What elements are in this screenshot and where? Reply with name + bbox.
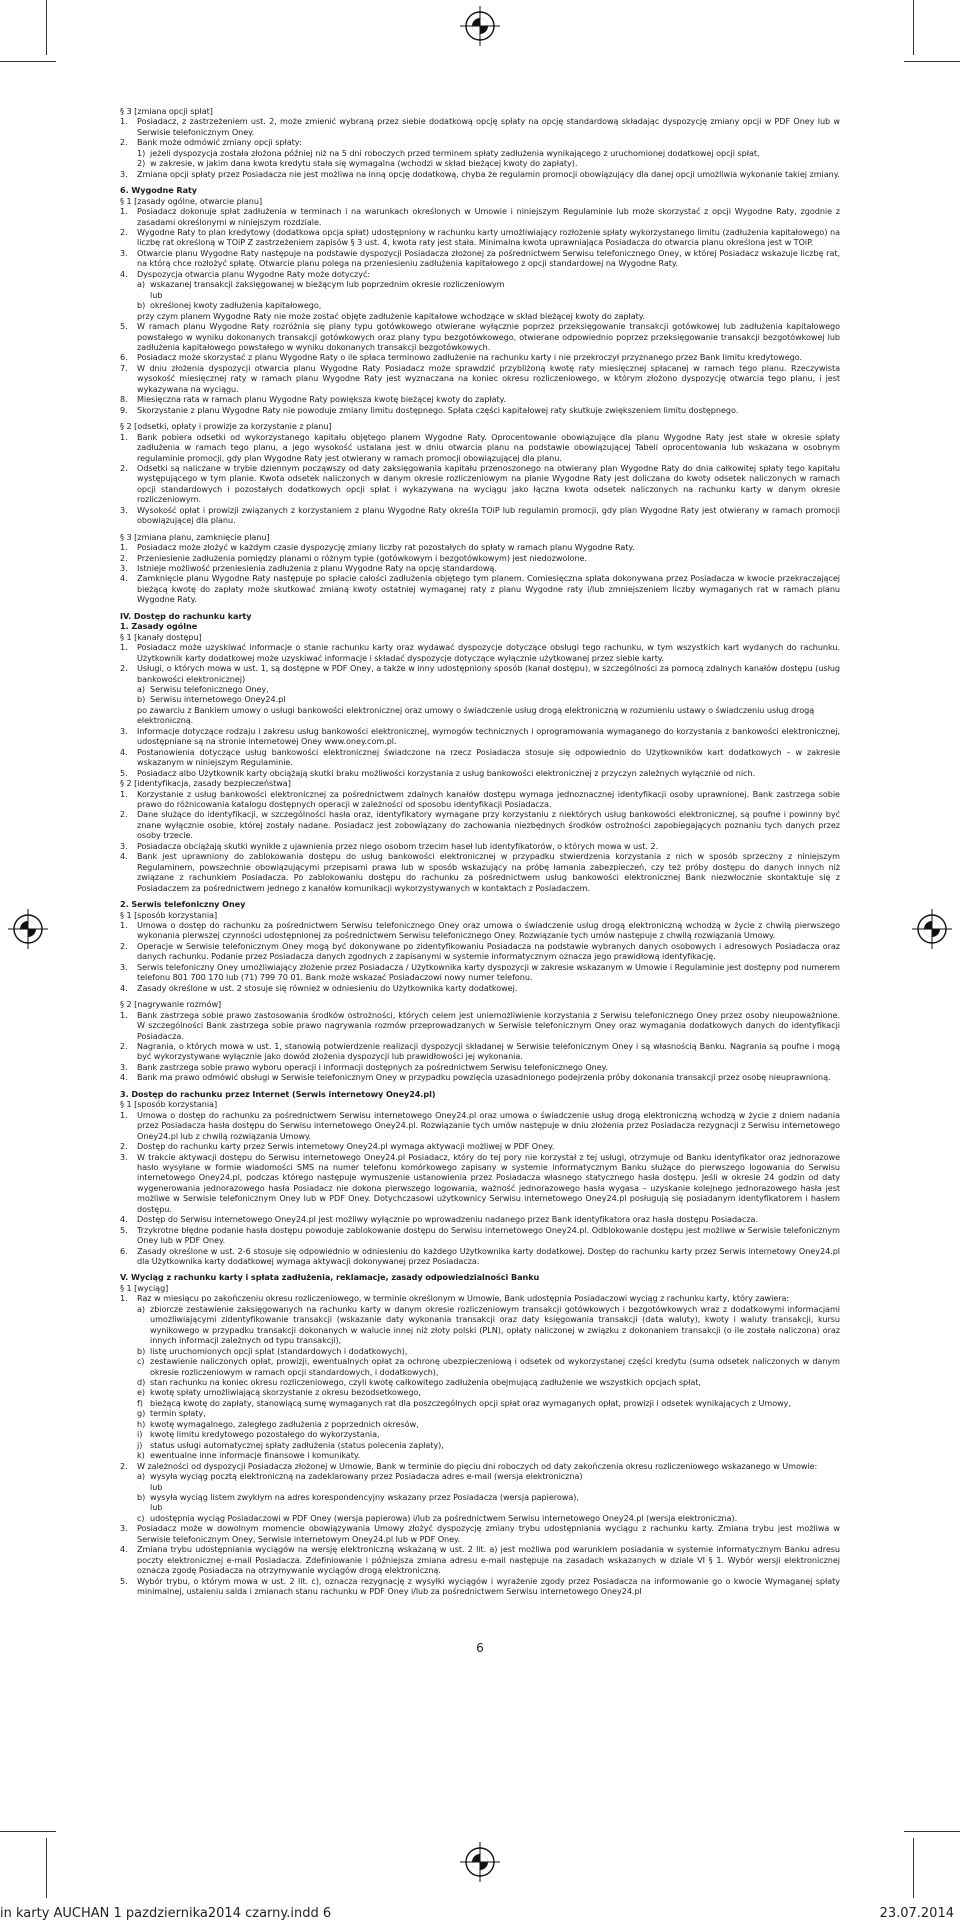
numbered-paragraph <box>120 1225 840 1246</box>
numbered-paragraph <box>120 505 840 526</box>
item-number: 3. <box>120 961 128 972</box>
section-heading: 6. Wygodne Raty <box>120 185 198 196</box>
item-number: 2. <box>120 1141 128 1152</box>
section-heading: V. Wyciąg z rachunku karty i spłata zadłużenia, reklamacje, zasady odpowiedzialności Banku <box>120 1272 540 1283</box>
sub-item <box>120 1408 840 1418</box>
numbered-paragraph <box>120 405 840 415</box>
item-number: 4. <box>120 268 128 279</box>
numbered-paragraph <box>120 1110 840 1141</box>
item-text: Usługi, o których mowa w ust. 1, są dostępne w PDF Oney, a także w inny udostępniony sposób (kanał dostępu), w szczególności za pomocą zdalnych kanałów dostępu (usług bankowości elektronicznej) <box>137 663 840 684</box>
item-text: Bank zastrzega sobie prawo zastosowania środków ostrożności, których celem jest uniemożliwienie korzystania z Serwisu telefonicznego Oney przez osoby nieupoważnione. W szczególności Bank zastrzega sobie prawo nagrywania rozmów przeprowadzanych w Serwisie telefonicznym Oney oraz wymagania dodatkowych danych do identyfikacji Posiadacza. <box>137 1009 840 1041</box>
paragraph-label: § 1 [kanały dostępu] <box>120 631 202 642</box>
sub-item <box>120 1304 840 1346</box>
numbered-paragraph <box>120 841 840 851</box>
item-text: Wybór trybu, o którym mowa w ust. 2 lit. c), oznacza rezygnację z wysyłki wyciągów i wyrażenie zgody przez Posiadacza na informowanie go o kwocie Wymaganej spłaty minimalnej, ustaleniu salda i zmianach stanu rachunku w PDF Oney i/lub za pośrednictwem Serwisu internetowego Oney24.pl <box>137 1575 840 1597</box>
item-text: wskazanej transakcji zaksięgowanej w bieżącym lub poprzednim okresie rozliczeniowym <box>150 279 505 290</box>
item-number: a) <box>137 1303 146 1314</box>
item-text: Bank pobiera odsetki od wykorzystanego kapitału objętego planem Wygodne Raty. Oprocentowanie obowiązujące dla planu Wygodne Raty jest stałe w okresie spłaty zadłużenia w ramach tego planu, a jego wysokość ustalana jest w dniu otwarcia planu na podstawie obowiązującej Tabeli oprocentowania lub wskazana w osobnym regulaminie promocji, gdy plan Wygodne Raty jest otwierany w ramach promocji obowiązującej dla planu. <box>137 431 840 463</box>
numbered-paragraph <box>120 1576 840 1597</box>
numbered-paragraph <box>120 1293 840 1303</box>
item-text: wysyła wyciąg listem zwykłym na adres korespondencyjny wskazany przez Posiadacza (wersja papierowa), <box>150 1492 579 1502</box>
continuation-text: lub <box>150 1481 163 1492</box>
numbered-paragraph <box>120 1523 840 1544</box>
item-text: termin spłaty, <box>150 1408 206 1419</box>
registration-mark-icon <box>460 1842 500 1882</box>
item-text: wysyła wyciąg pocztą elektroniczną na zadeklarowany przez Posiadacza adres e-mail (wersja elektroniczna) <box>150 1471 583 1482</box>
item-number: 3. <box>120 168 128 179</box>
crop-mark <box>0 1831 56 1832</box>
numbered-paragraph <box>120 206 840 227</box>
numbered-paragraph <box>120 542 840 552</box>
item-number: 2. <box>120 663 128 674</box>
item-text: Miesięczna rata w ramach planu Wygodne Raty powiększa kwotę bieżącej kwoty do zapłaty. <box>137 394 506 405</box>
item-number: 4. <box>120 1214 128 1225</box>
sub-item <box>120 1398 840 1408</box>
numbered-paragraph <box>120 463 840 505</box>
item-number: 8. <box>120 394 128 405</box>
item-text: kwotę spłaty umożliwiającą skorzystanie z okresu bezodsetkowego, <box>150 1387 421 1398</box>
crop-mark <box>46 1838 47 1898</box>
numbered-paragraph <box>120 920 840 941</box>
item-number: 5. <box>120 1575 128 1586</box>
item-number: 7. <box>120 362 128 373</box>
numbered-paragraph <box>120 1246 840 1267</box>
crop-mark <box>904 1831 960 1832</box>
item-number: f) <box>137 1397 143 1408</box>
item-text: listę uruchomionych opcji spłat (standardowych i dodatkowych), <box>150 1345 408 1356</box>
numbered-paragraph <box>120 116 840 137</box>
numbered-paragraph <box>120 1544 840 1575</box>
item-number: b) <box>137 1492 146 1502</box>
subsection-heading: 2. Serwis telefoniczny Oney <box>120 899 246 910</box>
item-text: Posiadacz może w dowolnym momencie obowiązywania Umowy złożyć dyspozycję zmiany trybu udostępniania wyciągu z rachunku karty. Zmiana trybu jest możliwa w Serwisie telefonicznym Oney, Serwisie internetowym Oney24.pl lub w PDF Oney. <box>137 1523 840 1544</box>
sub-item <box>120 279 840 289</box>
item-text: Serwisu internetowego Oney24.pl <box>150 694 286 705</box>
item-text: Otwarcie planu Wygodne Raty następuje na podstawie dyspozycji Posiadacza złożonej za pośrednictwem Serwisu telefonicznego Oney, w której Posiadacz wskazuje liczbę rat, na którą chce rozłożyć spłatę. Otwarcie planu polega na przeniesieniu zadłużenia kapitałowego z opcji standardowej na Wygodne Raty. <box>137 247 840 269</box>
numbered-paragraph <box>120 941 840 962</box>
item-number: 2. <box>120 462 128 473</box>
item-text: Umowa o dostęp do rachunku za pośrednictwem Serwisu telefonicznego Oney oraz umowa o świadczenie usług drogą elektroniczną wchodzą w życie z chwilą pierwszego wykonania pierwszej czynności udostępnionej za pośrednictwem Serwisu telefonicznego Oney. Rozwiązanie tych umów następuje z chwilą rozwiązania Umowy. <box>137 919 840 941</box>
item-text: Posiadacz albo Użytkownik karty obciążają skutki braku możliwości korzystania z usług bankowości elektronicznej z przyczyn zależnych wyłącznie od nich. <box>137 767 756 778</box>
paragraph-label: § 2 [nagrywanie rozmów] <box>120 999 222 1010</box>
item-number: 3. <box>120 504 128 515</box>
subsection-heading: 1. Zasady ogólne <box>120 621 198 632</box>
item-text: Posiadacz może uzyskiwać informacje o stanie rachunku karty oraz wydawać dyspozycje dotyczące obsługi tego rachunku, w tym wszystkich kart wydanych do rachunku. Użytkownik karty dodatkowej może uzyskiwać informacje i składać dyspozycje dotyczące wyłącznie użytkowanej przez siebie karty. <box>137 642 840 663</box>
item-number: j) <box>137 1439 143 1450</box>
numbered-paragraph <box>120 137 840 147</box>
paragraph-label: § 3 [zmiana opcji spłat] <box>120 106 213 116</box>
sub-item <box>120 1419 840 1429</box>
item-text: W ramach planu Wygodne Raty rozróżnia się plany typu gotówkowego otwierane wyłącznie poprzez przeksięgowanie transakcji gotówkowej lub zadłużenia kapitałowego powstałego w wyniku dokonanych transakcji gotówkowych oraz plany typu bezgotówkowego, otwierane odpowiednio poprzez przeksięgowanie transakcji bezgotówkowej lub zadłużenia kapitałowego powstałego w wyniku dokonanych transakcji bezgotówkowych. <box>137 321 840 352</box>
item-number: 3. <box>120 725 128 736</box>
sub-item <box>120 684 840 694</box>
crop-mark <box>46 0 47 55</box>
item-text: status usługi automatycznej spłaty zadłużenia (status polecenia zapłaty), <box>150 1439 444 1450</box>
item-number: c) <box>137 1356 145 1367</box>
item-number: 4. <box>120 573 128 584</box>
item-number: 5. <box>120 1224 128 1235</box>
numbered-paragraph <box>120 983 840 993</box>
numbered-paragraph <box>120 1062 840 1072</box>
item-number: 1. <box>120 1009 128 1020</box>
item-number: b) <box>137 300 146 311</box>
item-number: 1. <box>120 919 128 930</box>
item-number: 3. <box>120 1061 128 1072</box>
registration-mark-icon <box>8 909 48 949</box>
item-number: 1. <box>120 1109 128 1120</box>
numbered-paragraph <box>120 321 840 352</box>
item-number: 3. <box>120 840 128 851</box>
item-number: 6. <box>120 1245 128 1256</box>
item-text: stan rachunku na koniec okresu rozliczeniowego, czyli kwotę całkowitego zadłużenia obejmującą zadłużenie we wszystkich opcjach spłat, <box>150 1377 701 1388</box>
item-number: 1) <box>137 147 146 158</box>
item-text: Wysokość opłat i prowizji związanych z korzystaniem z planu Wygodne Raty określa TOiP lub regulamin promocji, gdy plan Wygodne Raty jest otwierany w ramach promocji obowiązującej dla planu. <box>137 504 840 526</box>
continuation-text: lub <box>150 289 163 300</box>
sub-item <box>120 1492 840 1502</box>
item-text: Posiadacz może złożyć w każdym czasie dyspozycję zmiany liczby rat pozostałych do spłaty w ramach planu Wygodne Raty. <box>137 542 635 553</box>
item-number: a) <box>137 684 146 695</box>
item-number: 1. <box>120 642 128 653</box>
sub-item <box>120 300 840 310</box>
item-number: 1. <box>120 116 128 127</box>
item-number: 4. <box>120 1544 128 1555</box>
item-text: Nagrania, o których mowa w ust. 1, stanowią potwierdzenie realizacji dyspozycji składanej w Serwisie telefonicznym Oney i są własnością Banku. Nagrania są poufne i mogą być wykorzystywane wyłącznie jako dowód złożenia dyspozycji lub prawidłowości jej wykonania. <box>137 1040 840 1062</box>
item-number: i) <box>137 1429 143 1440</box>
item-number: 5. <box>120 321 128 332</box>
item-text: Postanowienia dotyczące usług bankowości elektronicznej świadczone na rzecz Posiadacza stosuje się odpowiednio do Użytkowników kart dodatkowych – w zakresie wskazanym w niniejszym Regulaminie. <box>137 746 840 768</box>
item-number: 9. <box>120 404 128 415</box>
sub-item <box>120 148 840 158</box>
sub-item <box>120 158 840 168</box>
item-number: 2. <box>120 137 128 148</box>
numbered-paragraph <box>120 269 840 279</box>
item-number: 6. <box>120 352 128 363</box>
item-text: udostępnia wyciąg Posiadaczowi w PDF Oney (wersja papierowa) i/lub za pośrednictwem Serwisu internetowego Oney24.pl (wersja elektroniczna). <box>150 1512 738 1523</box>
item-number: c) <box>137 1512 145 1523</box>
item-number: 2. <box>120 552 128 563</box>
item-text: ewentualne inne informacje finansowe i komunikaty. <box>150 1450 361 1461</box>
item-number: 5. <box>120 767 128 778</box>
item-text: Posiadacza obciążają skutki wynikłe z ujawnienia przez niego osobom trzecim haseł lub identyfikatorów, o których mowa w ust. 2. <box>137 840 659 851</box>
item-text: Istnieje możliwość przeniesienia zadłużenia z planu Wygodne Raty na opcję standardową. <box>137 563 497 574</box>
item-text: Posiadacz, z zastrzeżeniem ust. 2, może zmienić wybraną przez siebie dodatkową opcję spłaty na opcję standardową składając dyspozycję zmiany opcji w PDF Oney lub w Serwisie telefonicznym Oney. <box>137 116 840 137</box>
numbered-paragraph <box>120 642 840 663</box>
item-number: 1. <box>120 431 128 442</box>
item-number: 4. <box>120 982 128 993</box>
item-text: Przeniesienie zadłużenia pomiędzy planami o różnym typie (gotówkowym i bezgotówkowym) jest niedozwolone. <box>137 552 587 563</box>
print-slug-date: 23.07.2014 <box>879 1906 954 1921</box>
item-text: bieżącą kwotę do zapłaty, stanowiącą sumę wymaganych rat dla poszczególnych opcji spłat oraz wymaganych opłat, prowizji i odsetek wynikających z Umowy, <box>150 1397 791 1408</box>
item-number: 3. <box>120 563 128 574</box>
numbered-paragraph <box>120 432 840 463</box>
numbered-paragraph <box>120 227 840 248</box>
numbered-paragraph <box>120 352 840 362</box>
item-text: W zależności od dyspozycji Posiadacza złożonej w Umowie, Bank w terminie do pięciu dni roboczych od daty zakończenia okresu rozliczeniowego wskazanego w Umowie: <box>137 1460 818 1471</box>
sub-item <box>120 1440 840 1450</box>
item-number: b) <box>137 1345 146 1356</box>
paragraph-label: § 2 [identyfikacja, zasady bezpieczeństwa] <box>120 778 291 789</box>
item-number: 2. <box>120 1040 128 1051</box>
item-number: 1. <box>120 788 128 799</box>
paragraph-label: § 1 [sposób korzystania] <box>120 1099 218 1110</box>
registration-mark-icon <box>460 6 500 46</box>
subsection-heading: 3. Dostęp do rachunku przez Internet (Serwis internetowy Oney24.pl) <box>120 1088 436 1099</box>
item-text: Wygodne Raty to plan kredytowy (dodatkowa opcja spłat) udostępniony w rachunku karty umożliwiający rozłożenie spłaty wykorzystanego limitu (zadłużenia kapitałowego) na liczbę rat określoną w TOiP Z zastrzeżeniem zapisów § 3 ust. 4, kwota raty jest stała. Minimalna kwota uprawniająca Posiadacza do otwarcia planu określona jest w TOiP. <box>137 226 840 248</box>
item-text: kwotę limitu kredytowego pozostałego do wykorzystania, <box>150 1429 380 1440</box>
numbered-paragraph <box>120 1214 840 1224</box>
numbered-paragraph <box>120 663 840 684</box>
item-text: Dane służące do identyfikacji, w szczególności hasła oraz, identyfikatory wymagane przy korzystaniu z niektórych usług bankowości elektronicznej, są poufne i powinny być znane wyłącznie osobie, której zostały nadane. Posiadacz jest zobowiązany do zachowania niezbędnych środków ostrożności zapobiegających poznaniu tych danych przez osoby trzecie. <box>137 809 840 841</box>
sub-item <box>120 1450 840 1460</box>
item-number: 1. <box>120 206 128 217</box>
item-text: Operacje w Serwisie telefonicznym Oney mogą być dokonywane po zidentyfikowaniu Posiadacza na podstawie wybranych danych osobowych i adresowych Posiadacza oraz danych rachunku. Podanie przez Posiadacza danych zgodnych z zapisanymi w systemie informatycznym oznacza jego prawidłową identyfikację. <box>137 940 840 962</box>
crop-mark <box>904 61 960 62</box>
print-slug-filename: in karty AUCHAN 1 pazdziernika2014 czarny.indd 6 <box>0 1906 332 1921</box>
item-text: Trzykrotne błędne podanie hasła dostępu powoduje zablokowanie dostępu do Serwisu internetowego Oney24.pl. Odblokowanie dostępu jest możliwe w Serwisie telefonicznym Oney lub w PDF Oney. <box>137 1224 840 1246</box>
item-text: Bank ma prawo odmówić obsługi w Serwisie telefonicznym Oney w przypadku powzięcia uzasadnionego podejrzenia próby dokonania transakcji przez osobę nieuprawnioną. <box>137 1072 831 1083</box>
item-text: Serwis telefoniczny Oney umożliwiający złożenie przez Posiadacza / Użytkownika karty dyspozycji w zakresie wskazanym w Umowie i Regulaminie jest dostępny pod numerem telefonu 801 700 170 lub (71) 799 70 01. Bank może wskazać Posiadaczowi nowy numer telefonu. <box>137 961 840 983</box>
sub-item <box>120 1346 840 1356</box>
sub-item <box>120 1471 840 1481</box>
item-text: Informacje dotyczące rodzaju i zakresu usług bankowości elektronicznej, wymogów technicznych i oprogramowania wymaganego do korzystania z bankowości elektronicznej, udostępniane są na stronie internetowej Oney www.oney.com.pl. <box>137 725 840 747</box>
sub-item <box>120 1387 840 1397</box>
paragraph-label: § 1 [zasady ogólne, otwarcie planu] <box>120 195 263 206</box>
item-number: g) <box>137 1408 146 1419</box>
numbered-paragraph <box>120 726 840 747</box>
item-number: 2. <box>120 940 128 951</box>
item-text: Bank jest uprawniony do zablokowania dostępu do usług bankowości elektronicznej w przypadku stwierdzenia korzystania z nich w sposób sprzeczny z niniejszym Regulaminem, powszechnie obowiązującymi przepisami prawa lub w sposób wskazujący na próbę łamania zabezpieczeń, czy też próby dostępu do danych innych niż związane z rachunkiem Posiadacza. Po zablokowaniu dostępu do rachunku za pośrednictwem usług bankowości elektronicznej Bank niezwłocznie skontaktuje się z Posiadaczem za pośrednictwem jednego z kanałów komunikacji wykorzystywanych w kontaktach z Posiadaczem. <box>137 851 840 893</box>
item-text: Dostęp do Serwisu internetowego Oney24.pl jest możliwy wyłącznie po wprowadzeniu nadanego przez Bank identyfikatora oraz hasła dostępu Posiadacza. <box>137 1214 758 1225</box>
numbered-paragraph <box>120 553 840 563</box>
item-number: 1. <box>120 1293 128 1304</box>
sub-item <box>120 1429 840 1439</box>
item-text: określonej kwoty zadłużenia kapitałowego, <box>150 300 322 311</box>
item-text: Posiadacz dokonuje spłat zadłużenia w terminach i na warunkach określonych w Umowie i niniejszym Regulaminie lub może skorzystać z opcji Wygodne Raty, zgodnie z zasadami określonymi w niniejszym rozdziale. <box>137 206 840 227</box>
numbered-paragraph <box>120 563 840 573</box>
item-number: 2. <box>120 226 128 237</box>
sub-item <box>120 1513 840 1523</box>
item-text: Serwisu telefonicznego Oney, <box>150 684 269 695</box>
item-text: W trakcie aktywacji dostępu do Serwisu internetowego Oney24.pl Posiadacz, który do tej pory nie korzystał z tej usługi, otrzymuje od Banku identyfikator oraz jednorazowe hasło wysyłane w formie wiadomości SMS na numer telefonu komórkowego zapisany w systemie informatycznym Banku służące do pierwszego logowania do Serwisu internetowego Oney24.pl, podczas którego następuje wymuszenie ustanowienia przez Posiadacza własnego statycznego hasła dostępu. Jeśli w okresie 24 godzin od daty wygenerowania jednorazowego hasła Posiadacz nie dokona pierwszego logowania, ważność jednorazowego hasła wygasa – uzyskanie kolejnego jednorazowego hasła jest możliwe w Serwisie telefonicznym Oney lub w PDF Oney. Dotychczasowi użytkownicy Serwisu internetowego Oney24.pl posługują się posiadanym identyfikatorem i hasłem dostępu. <box>137 1151 840 1214</box>
crop-mark <box>913 0 914 55</box>
item-number: 3. <box>120 1523 128 1534</box>
item-number: 4. <box>120 851 128 862</box>
item-number: 2. <box>120 809 128 820</box>
item-text: w zakresie, w jakim dana kwota kredytu stała się wymagalna (wchodzi w skład bieżącej kwoty do zapłaty). <box>150 158 578 169</box>
numbered-paragraph <box>120 747 840 768</box>
numbered-paragraph <box>120 768 840 778</box>
item-text: Zmiana trybu udostępniania wyciągów na wersję elektroniczną wskazaną w ust. 2 lit. a) jest możliwa pod warunkiem posiadania w systemie informatycznym Banku adresu poczty elektronicznej e-mail Posiadacza. Zdefiniowanie i późniejsza zmiana adresu e-mail następuje na zasadach wskazanych w dziale VI § 1. Wybór wersji elektronicznej oznacza zgodę Posiadacza na otrzymywanie wyciągów drogą elektroniczną. <box>137 1544 840 1576</box>
item-text: Zamknięcie planu Wygodne Raty następuje po spłacie całości zadłużenia objętego tym planem. Comiesięczna spłata dokonywana przez Posiadacza w kwocie przekraczającej bieżącą kwotę do zapłaty może skutkować zmianą kwoty ostatniej wymaganej raty z planu Wygodne raty i/lub zmniejszeniem liczby wymaganych rat w ramach planu Wygodne Raty. <box>137 573 840 605</box>
item-text: Zasady określone w ust. 2-6 stosuje się odpowiednio w odniesieniu do każdego Użytkownika karty dodatkowej. Dostęp do rachunku karty przez Serwis internetowy Oney24.pl dla Użytkownika karty dodatkowej wymaga aktywacji dokonywanej przez Posiadacza. <box>137 1245 840 1267</box>
numbered-paragraph <box>120 1010 840 1041</box>
item-number: b) <box>137 694 146 705</box>
item-text: Korzystanie z usług bankowości elektronicznej za pośrednictwem zdalnych kanałów dostępu wymaga jednoznacznej identyfikacji osoby uprawnionej. Bank zastrzega sobie prawo do różnicowania katalogu dostępnych operacji w zależności od sposobu identyfikacji Posiadacza. <box>137 788 840 809</box>
item-number: 3. <box>120 247 128 258</box>
item-text: zbiorcze zestawienie zaksięgowanych na rachunku karty w danym okresie rozliczeniowym transakcji gotówkowych i bezgotówkowych wraz z dodatkowymi informacjami umożliwiającymi zidentyfikowanie transakcji (wskazanie daty wykonania transakcji oraz daty księgowania transakcji (data waluty), kwoty i waluty transakcji, kursu wynikowego w przypadku transakcji dokonanych w walucie innej niż złoty polski (PLN), opłaty naliczonej w związku z dokonaniem transakcji (o ile została naliczona) oraz innych informacji zależnych od typu transakcji), <box>150 1303 840 1346</box>
continuation-text: przy czym planem Wygodne Raty nie może zostać objęte zadłużenie kapitałowe wchodzące w skład bieżącej kwoty do zapłaty. <box>137 310 645 321</box>
document-body <box>120 106 840 1597</box>
paragraph-label: § 1 [wyciąg] <box>120 1282 169 1293</box>
paragraph-label: § 3 [zmiana planu, zamknięcie planu] <box>120 531 270 542</box>
numbered-paragraph <box>120 248 840 269</box>
numbered-paragraph <box>120 169 840 179</box>
item-number: h) <box>137 1418 146 1429</box>
sub-item <box>120 694 840 704</box>
item-text: Umowa o dostęp do rachunku za pośrednictwem Serwisu internetowego Oney24.pl oraz umowa o świadczenie usług drogą elektroniczną wchodzą w życie z dniem nadania przez Posiadacza hasła dostępu do Serwisu internetowego Oney24.pl. Rozwiązanie tych umów następuje w dniu złożenia przez Posiadacza rezygnacji z Serwisu internetowego Oney24.pl lub z chwilą rozwiązania Umowy. <box>137 1109 840 1141</box>
item-text: Zmiana opcji spłaty przez Posiadacza nie jest możliwa na inną opcję dodatkową, chyba że regulamin promocji obowiązujący dla danej opcji umożliwia wykonanie takiej zmiany. <box>137 168 840 179</box>
numbered-paragraph <box>120 1141 840 1151</box>
item-text: W dniu złożenia dyspozycji otwarcia planu Wygodne Raty Posiadacz może sprawdzić przybliżoną kwotę raty miesięcznej spłacanej w ramach tego planu. Rzeczywista wysokość miesięcznej raty w ramach planu Wygodne Raty jest wyznaczana na koniec okresu rozliczeniowego, w którym złożono dyspozycję otwarcia tego planu, i jest wykazywana na wyciągu. <box>137 362 840 394</box>
section-heading: IV. Dostęp do rachunku karty <box>120 610 252 621</box>
item-text: jeżeli dyspozycja została złożona później niż na 5 dni roboczych przed terminem spłaty zadłużenia wynikającego z uruchomionej dodatkowej opcji spłat, <box>150 147 760 158</box>
registration-mark-icon <box>912 909 952 949</box>
numbered-paragraph <box>120 394 840 404</box>
numbered-paragraph <box>120 363 840 394</box>
item-text: Zasady określone w ust. 2 stosuje się również w odniesieniu do Użytkownika karty dodatkowej. <box>137 982 518 993</box>
paragraph-label: § 1 [sposób korzystania] <box>120 909 218 920</box>
numbered-paragraph <box>120 1152 840 1215</box>
page-number: 6 <box>476 1641 484 1655</box>
crop-mark <box>913 1838 914 1898</box>
paragraph-label: § 2 [odsetki, opłaty i prowizje za korzystanie z planu] <box>120 421 332 432</box>
numbered-paragraph <box>120 789 840 810</box>
item-number: d) <box>137 1377 146 1388</box>
item-text: Skorzystanie z planu Wygodne Raty nie powoduje zmiany limitu dostępnego. Spłata części kapitałowej raty skutkuje zwiększeniem limitu dostępnego. <box>137 404 739 415</box>
item-number: 2) <box>137 158 146 169</box>
continuation-text: po zawarciu z Bankiem umowy o usługi bankowości elektronicznej oraz umowy o świadczenie usług drogą elektroniczną w rozumieniu ustawy o świadczeniu usług drogą elektroniczną. <box>137 704 815 726</box>
item-number: k) <box>137 1450 145 1461</box>
numbered-paragraph <box>120 809 840 840</box>
numbered-paragraph <box>120 573 840 604</box>
item-number: 2. <box>120 1460 128 1471</box>
continuation-text: lub <box>150 1502 163 1513</box>
item-text: Dyspozycja otwarcia planu Wygodne Raty może dotyczyć: <box>137 268 371 279</box>
item-text: zestawienie naliczonych opłat, prowizji, ewentualnych opłat za ochronę ubezpieczeniową i odsetek od wykorzystanej części kredytu (suma odsetek naliczonych w danym okresie rozliczeniowym w ramach opcji standardowych, i dodatkowych), <box>150 1356 840 1377</box>
item-number: a) <box>137 1471 146 1482</box>
numbered-paragraph <box>120 1041 840 1062</box>
sub-item <box>120 1377 840 1387</box>
item-number: 4. <box>120 1072 128 1083</box>
item-text: Bank zastrzega sobie prawo wyboru operacji i informacji dostępnych za pośrednictwem Serwisu telefonicznego Oney. <box>137 1061 608 1072</box>
numbered-paragraph <box>120 1072 840 1082</box>
item-text: Raz w miesiącu po zakończeniu okresu rozliczeniowego, w terminie określonym w Umowie, Bank udostępnia Posiadaczowi wyciąg z rachunku karty, który zawiera: <box>137 1293 790 1304</box>
sub-item <box>120 1356 840 1377</box>
item-number: 3. <box>120 1151 128 1162</box>
item-number: 1. <box>120 542 128 553</box>
item-text: Bank może odmówić zmiany opcji spłaty: <box>137 137 302 148</box>
numbered-paragraph <box>120 851 840 893</box>
item-number: e) <box>137 1387 146 1398</box>
item-number: 4. <box>120 746 128 757</box>
item-text: Odsetki są naliczane w trybie dziennym począwszy od daty zaksięgowania kapitału przenoszonego na otwierany plan Wygodne Raty do dnia całkowitej spłaty tego kapitału występującego w tym planie. Kwota odsetek naliczonych w danym okresie rozliczeniowym na planie Wygodne Raty jest doliczana do kwoty odsetek naliczonych w ramach opcji standardowych i pozostałych dodatkowych opcji spłat i wykazywana na wyciągu jako łączna kwota odsetek naliczonych na rachunku karty w danym okresie rozliczeniowym. <box>137 462 840 505</box>
item-number: a) <box>137 279 146 290</box>
item-text: Posiadacz może skorzystać z planu Wygodne Raty o ile spłaca terminowo zadłużenie na rachunku karty i nie przekroczył przyznanego przez Bank limitu kredytowego. <box>137 352 803 363</box>
crop-mark <box>0 61 56 62</box>
numbered-paragraph <box>120 962 840 983</box>
item-text: kwotę wymagalnego, zaległego zadłużenia z poprzednich okresów, <box>150 1418 419 1429</box>
numbered-paragraph <box>120 1461 840 1471</box>
item-text: Dostęp do rachunku karty przez Serwis internetowy Oney24.pl wymaga aktywacji możliwej w PDF Oney. <box>137 1141 555 1152</box>
